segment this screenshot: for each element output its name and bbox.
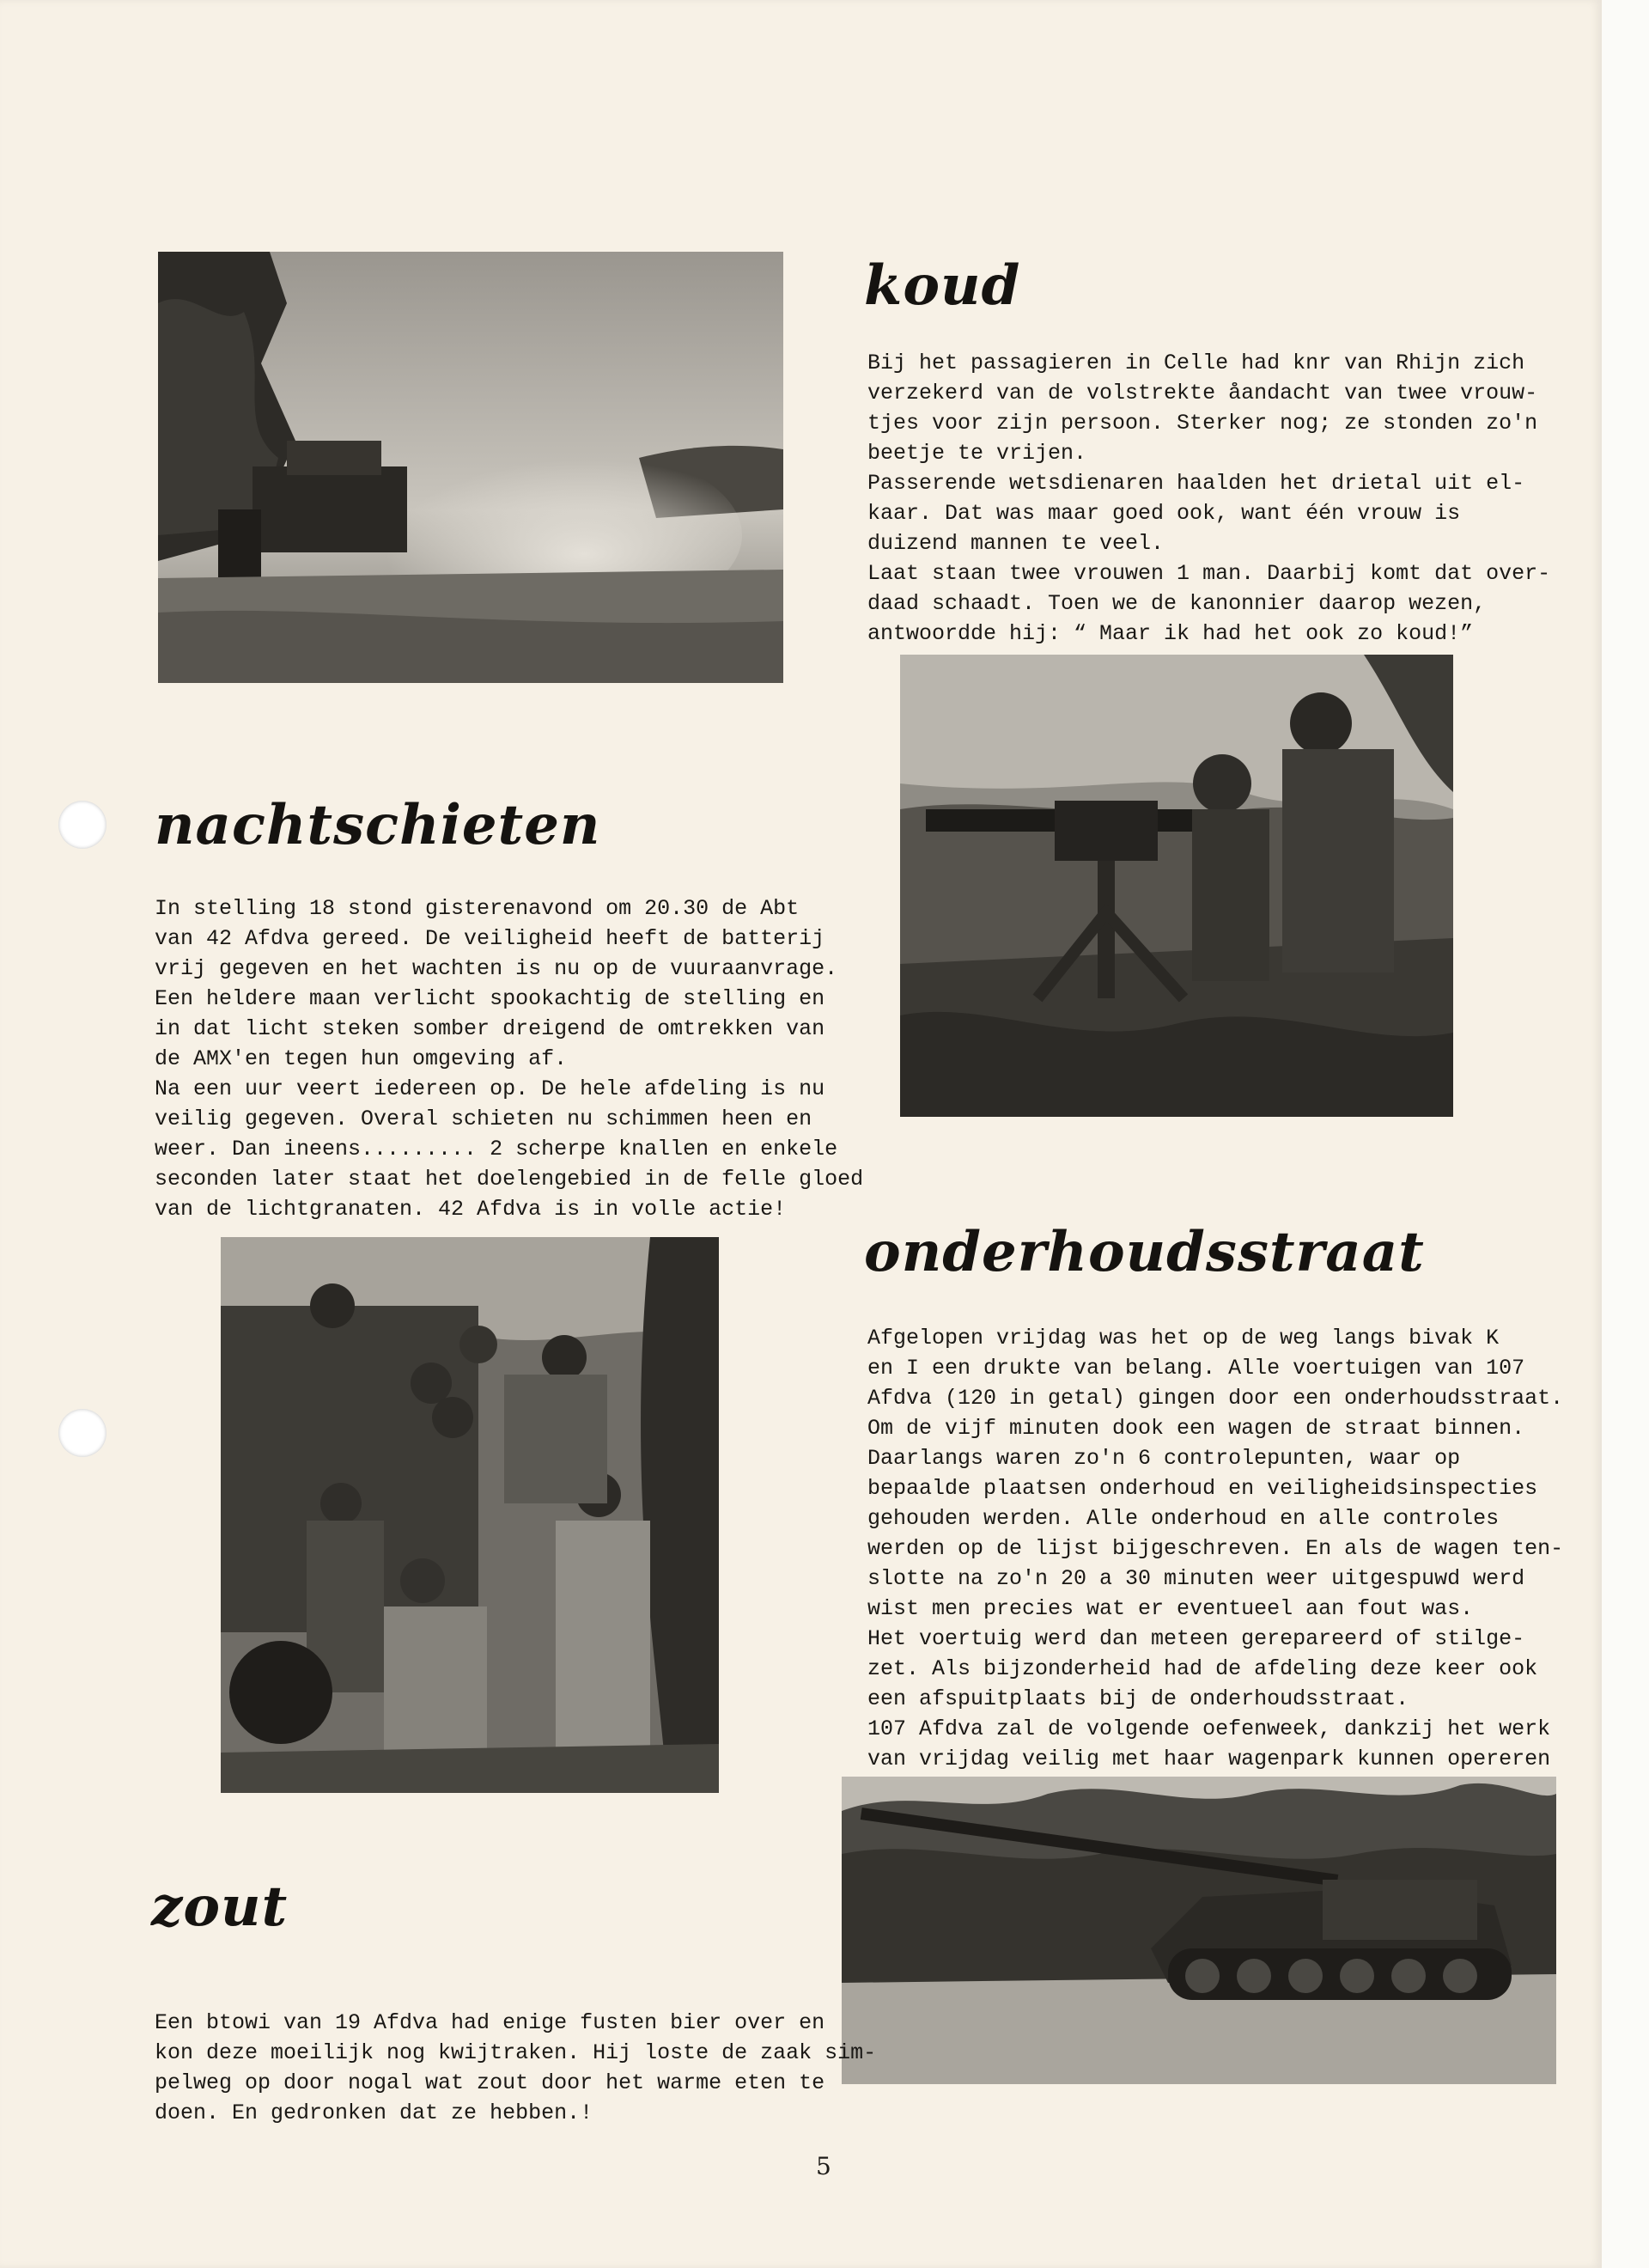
photo-group-of-soldiers: [221, 1237, 719, 1793]
text-line: Het voertuig werd dan meteen gerepareerd of stilge-: [867, 1626, 1525, 1651]
photo-self-propelled-gun: [842, 1777, 1556, 2084]
text-line: verzekerd van de volstrekte åandacht van twee vrouw-: [867, 381, 1538, 405]
text-line: Een heldere maan verlicht spookachtig de stelling en: [155, 986, 825, 1011]
text-line: 107 Afdva zal de volgende oefenweek, dankzij het werk: [867, 1716, 1551, 1741]
text-line: slotte na zo'n 20 a 30 minuten weer uitgespuwd werd: [867, 1566, 1525, 1591]
page-edge: [1602, 0, 1649, 2268]
text-line: de AMX'en tegen hun omgeving af.: [155, 1046, 568, 1071]
heading-nachtschieten: nachtschieten: [155, 793, 601, 857]
photo-armored-vehicle-in-smoke: [158, 252, 783, 683]
text-line: in dat licht steken somber dreigend de omtrekken van: [155, 1016, 825, 1041]
text-line: Om de vijf minuten dook een wagen de straat binnen.: [867, 1416, 1525, 1441]
text-line: Afgelopen vrijdag was het op de weg langs bivak K: [867, 1326, 1500, 1350]
text-line: van 42 Afdva gereed. De veiligheid heeft de batterij: [155, 926, 825, 951]
text-line: pelweg op door nogal wat zout door het warme eten te: [155, 2070, 825, 2095]
text-line: seconden later staat het doelengebied in de felle gloed: [155, 1167, 864, 1192]
text-line: weer. Dan ineens......... 2 scherpe knallen en enkele: [155, 1137, 838, 1161]
text-line: veilig gegeven. Overal schieten nu schimmen heen en: [155, 1107, 812, 1131]
text-line: tjes voor zijn persoon. Sterker nog; ze stonden zo'n: [867, 411, 1538, 436]
heading-onderhoudsstraat: onderhoudsstraat: [864, 1220, 1425, 1284]
punch-hole-top: [58, 801, 106, 849]
article-zout-text: [155, 2008, 876, 2128]
text-line: zet. Als bijzonderheid had de afdeling deze keer ook: [867, 1656, 1538, 1681]
text-line: Bij het passagieren in Celle had knr van Rhijn zich: [867, 351, 1525, 375]
text-line: en I een drukte van belang. Alle voertuigen van 107: [867, 1356, 1525, 1381]
text-line: van vrijdag veilig met haar wagenpark kunnen opereren: [867, 1747, 1551, 1771]
text-line: antwoordde hij: “ Maar ik had het ook zo koud!”: [867, 621, 1474, 646]
photo-soldiers-with-machine-gun: [900, 655, 1453, 1117]
article-koud-text: [867, 348, 1550, 649]
page-number: 5: [816, 2152, 831, 2180]
text-line: Een btowi van 19 Afdva had enige fusten bier over en: [155, 2010, 825, 2035]
article-onderhoudsstraat-text: [867, 1323, 1563, 1774]
text-line: In stelling 18 stond gisterenavond om 20.30 de Abt: [155, 896, 800, 921]
text-line: bepaalde plaatsen onderhoud en veiligheidsinspecties: [867, 1476, 1538, 1501]
text-line: vrij gegeven en het wachten is nu op de vuuraanvrage.: [155, 956, 838, 981]
text-line: Laat staan twee vrouwen 1 man. Daarbij komt dat over-: [867, 561, 1551, 586]
text-line: doen. En gedronken dat ze hebben.!: [155, 2100, 593, 2125]
text-line: gehouden werden. Alle onderhoud en alle controles: [867, 1506, 1500, 1531]
text-line: Passerende wetsdienaren haalden het drietal uit el-: [867, 471, 1525, 496]
text-line: kon deze moeilijk nog kwijtraken. Hij loste de zaak sim-: [155, 2040, 877, 2065]
text-line: een afspuitplaats bij de onderhoudsstraat.: [867, 1686, 1409, 1711]
article-nachtschieten-text: [155, 893, 863, 1224]
text-line: van de lichtgranaten. 42 Afdva is in volle actie!: [155, 1197, 787, 1222]
text-line: Afdva (120 in getal) gingen door een onderhoudsstraat.: [867, 1386, 1564, 1411]
text-line: kaar. Dat was maar goed ook, want één vrouw is: [867, 501, 1461, 526]
heading-koud: koud: [864, 253, 1021, 318]
text-line: daad schaadt. Toen we de kanonnier daarop wezen,: [867, 591, 1487, 616]
text-line: Na een uur veert iedereen op. De hele afdeling is nu: [155, 1076, 825, 1101]
text-line: werden op de lijst bijgeschreven. En als de wagen ten-: [867, 1536, 1564, 1561]
heading-zout: zout: [151, 1875, 289, 1939]
text-line: duizend mannen te veel.: [867, 531, 1165, 556]
text-line: wist men precies wat er eventueel aan fout was.: [867, 1596, 1474, 1621]
text-line: beetje te vrijen.: [867, 441, 1087, 466]
text-line: Daarlangs waren zo'n 6 controlepunten, waar op: [867, 1446, 1461, 1471]
punch-hole-bottom: [58, 1409, 106, 1457]
